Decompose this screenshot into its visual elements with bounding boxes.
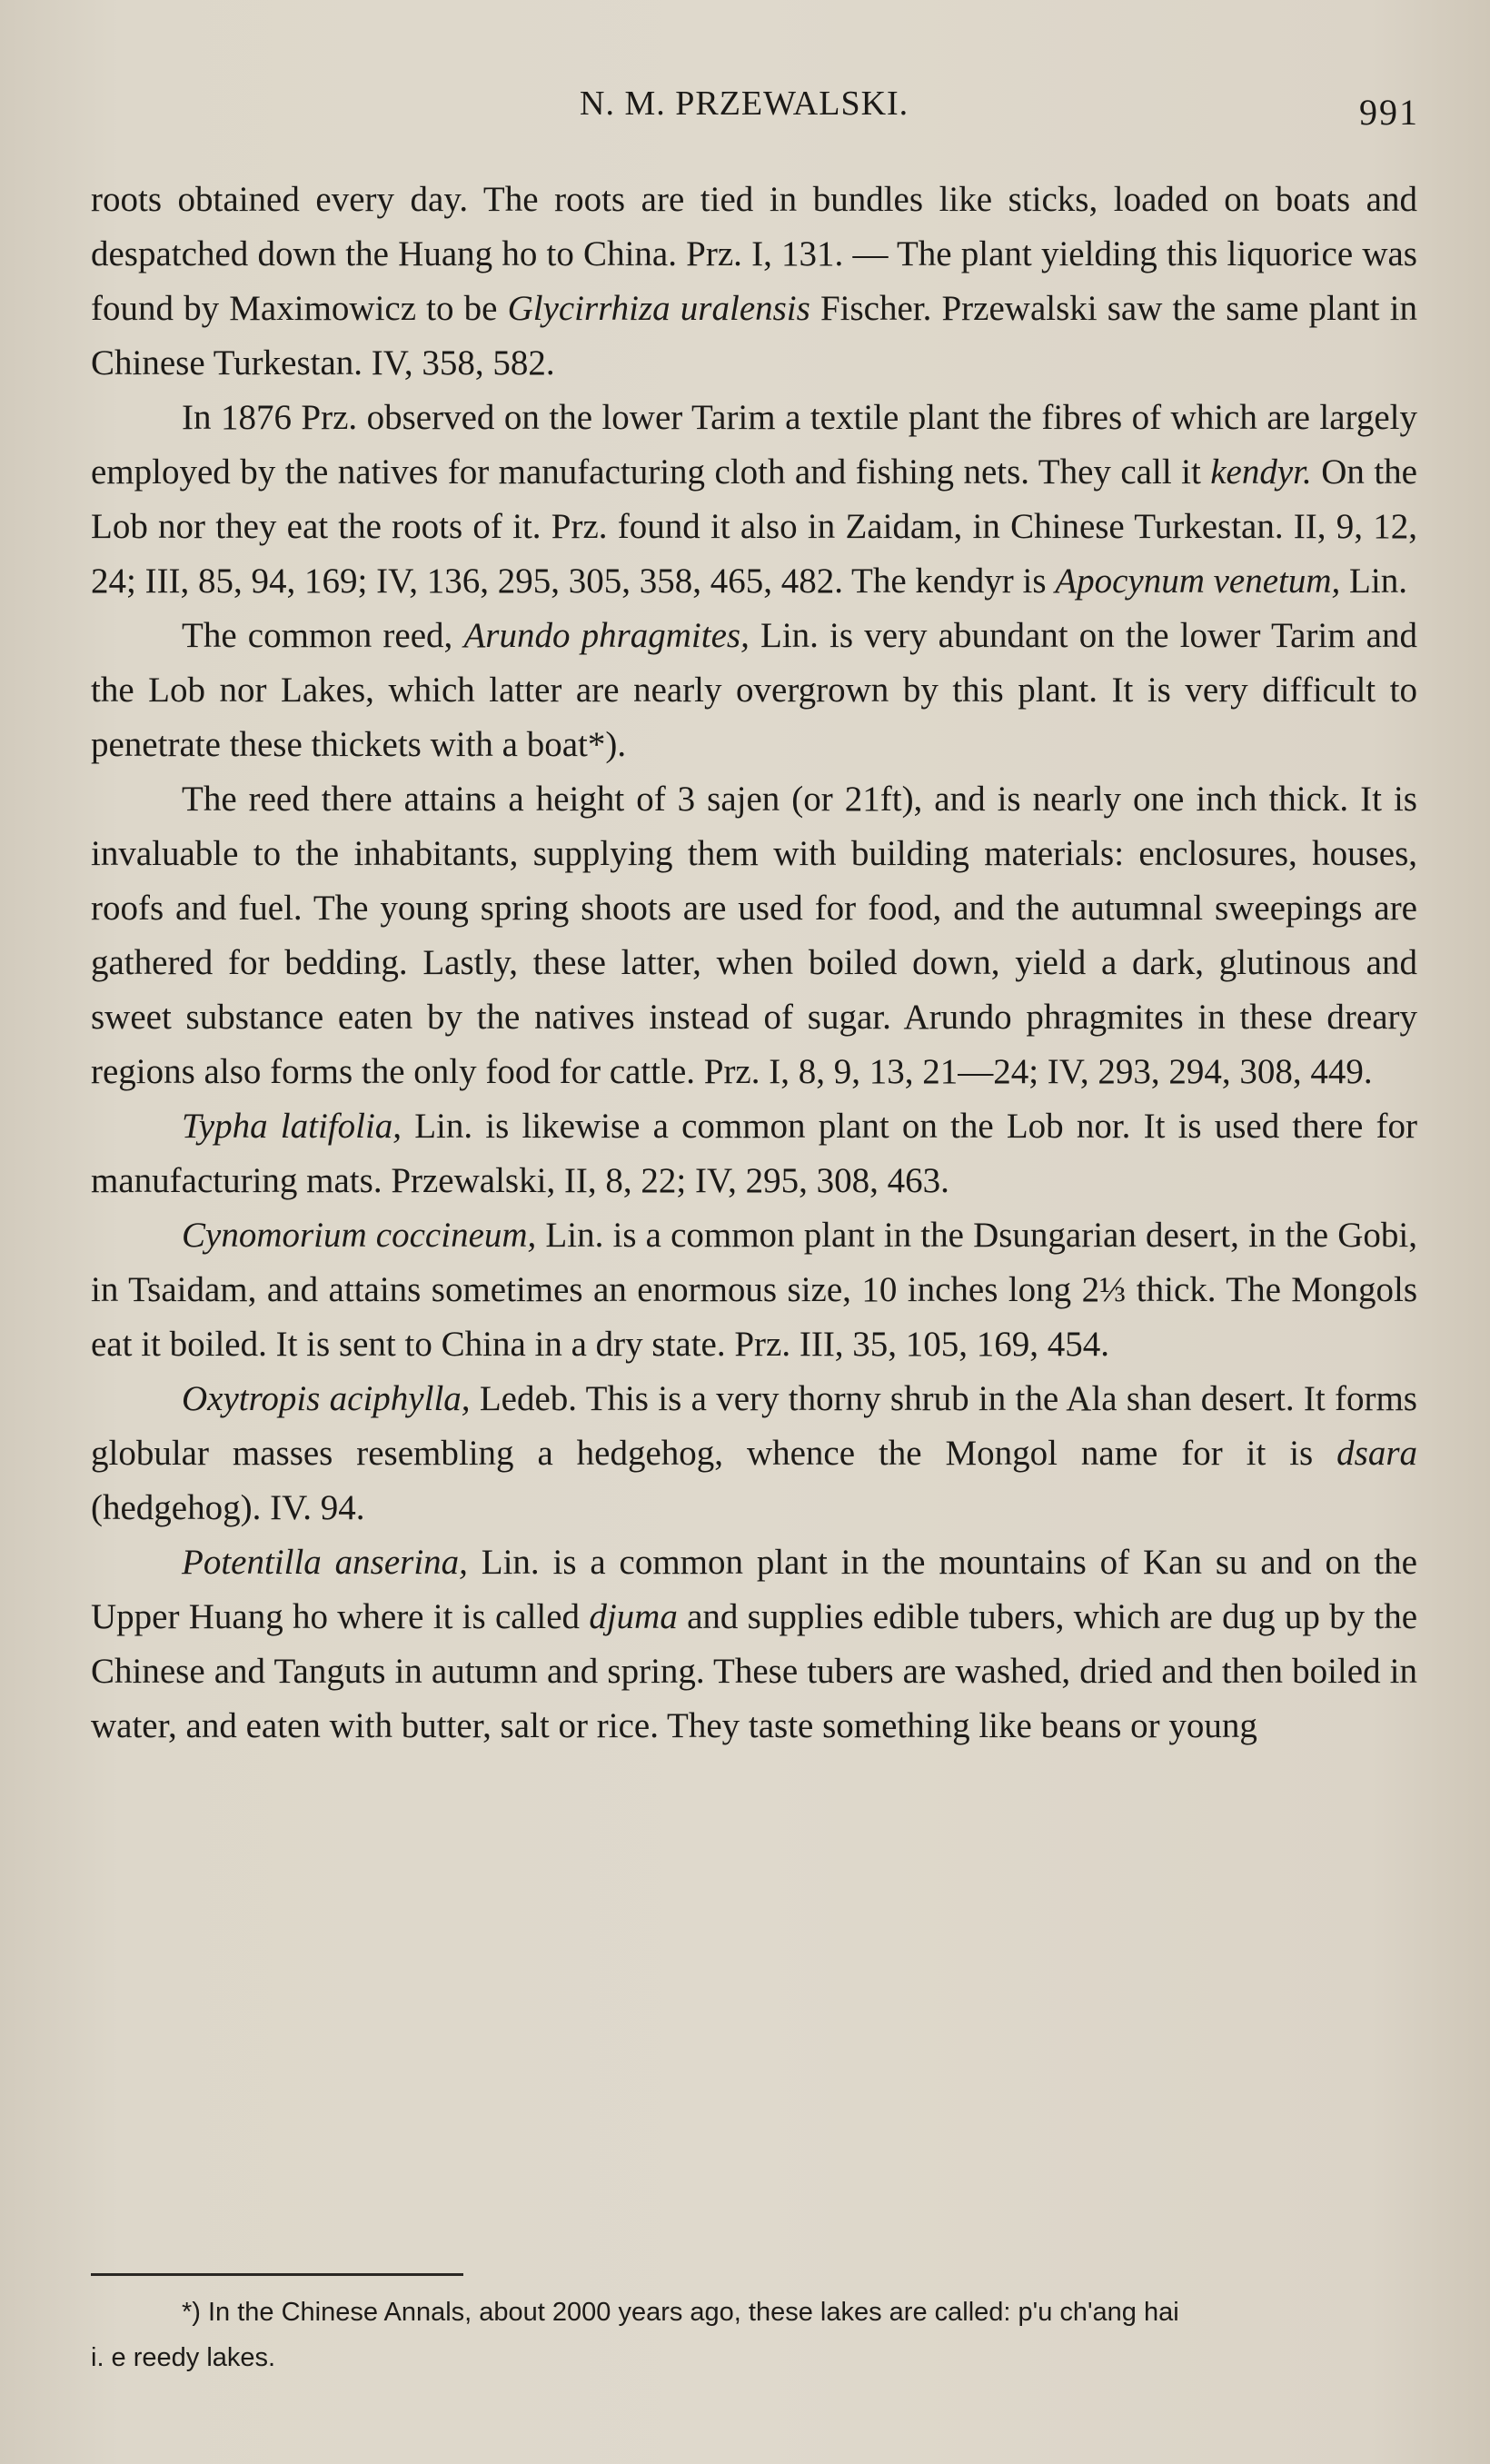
- italic-term: Oxytropis aciphylla,: [182, 1379, 471, 1418]
- page-number: 991: [1359, 92, 1419, 133]
- text-run: Fischer. Przewalski saw the same plant in Chinese Turkestan. IV, 358, 582.: [91, 289, 1417, 383]
- paragraph: [91, 391, 1417, 609]
- italic-term: Arundo phragmites,: [463, 616, 750, 655]
- page-header: [0, 84, 1490, 138]
- text-run: (hedgehog). IV. 94.: [91, 1488, 365, 1527]
- italic-term: Apocynum venetum,: [1055, 561, 1341, 601]
- text-run: Lin. is likewise a common plant on the Lob nor. It is used there for manufacturing mats. Przewalski, II, 8, 22; IV, 295, 308, 463.: [91, 1107, 1417, 1200]
- running-head: N. M. PRZEWALSKI.: [580, 84, 909, 123]
- text-run: and supplies edible tubers, which are dug up by the Chinese and Tanguts in autumn and spring. These tubers are washed, dried and then boiled in water, and eaten with butter, salt or rice. They taste something like beans or young: [91, 1597, 1417, 1745]
- footnote-line: i. e reedy lakes.: [91, 2343, 276, 2372]
- paragraph: [91, 173, 1417, 391]
- paragraph: [91, 1208, 1417, 1372]
- text-run: roots obtained every day. The roots are tied in bundles like sticks, loaded on boats and despatched down the Huang ho to China. Prz. I, 131. — The plant yielding this liquorice was found by Maximowicz to be: [91, 180, 1417, 328]
- text-run: Lin. is a common plant in the mountains of Kan su and on the Upper Huang ho where it is called: [91, 1543, 1417, 1636]
- footnote-line: *) In the Chinese Annals, about 2000 years ago, these lakes are called: p'u ch'ang hai: [182, 2298, 1179, 2327]
- italic-term: Potentilla anserina,: [182, 1543, 468, 1582]
- text-run: Lin.: [1340, 561, 1407, 601]
- text-run: The common reed,: [182, 616, 464, 655]
- paragraph: [91, 1535, 1417, 1754]
- text-run: Lin. is a common plant in the Dsungarian desert, in the Gobi, in Tsaidam, and attains sometimes an enormous size, 10 inches long 2⅓ thick. The Mongols eat it boiled. It is sent to China in a dry state. Prz. III, 35, 105, 169, 454.: [91, 1216, 1418, 1364]
- italic-term: Glycirrhiza uralensis: [507, 289, 810, 328]
- italic-term: dsara: [1336, 1434, 1417, 1473]
- text-run: Ledeb. This is a very thorny shrub in the Ala shan desert. It forms globular masses resembling a hedgehog, whence the Mongol name for it is: [91, 1379, 1417, 1473]
- text-run: The reed there attains a height of 3 sajen (or 21ft), and is nearly one inch thick. It is invaluable to the inhabitants, supplying them with building materials: enclosures, houses, roofs and fuel. The young spring shoots are used for food, and the autumnal sweepings are gathered for bedding. Lastly, these latter, when boiled down, yield a dark, glutinous and sweet substance eaten by the natives instead of sugar. Arundo phragmites in these dreary regions also forms the only food for cattle. Prz. I, 8, 9, 13, 21—24; IV, 293, 294, 308, 449.: [91, 780, 1417, 1091]
- text-run: Lin. is very abundant on the lower Tarim and the Lob nor Lakes, which latter are nearly overgrown by this plant. It is very difficult to penetrate these thickets with a boat*).: [91, 616, 1417, 764]
- italic-term: djuma: [589, 1597, 678, 1636]
- footnote-rule: [91, 2273, 463, 2276]
- footnote: [91, 2290, 1417, 2380]
- paragraph: [91, 609, 1417, 772]
- italic-term: Typha latifolia,: [182, 1107, 402, 1146]
- paragraph: [91, 1372, 1417, 1535]
- paragraph: [91, 1099, 1417, 1208]
- text-run: In 1876 Prz. observed on the lower Tarim a textile plant the fibres of which are largely employed by the natives for manufacturing cloth and fishing nets. They call it: [91, 398, 1417, 492]
- body-text: [91, 173, 1417, 1754]
- italic-term: kendyr.: [1210, 452, 1312, 492]
- italic-term: Cynomorium coccineum,: [182, 1216, 537, 1255]
- paragraph: [91, 772, 1417, 1099]
- text-run: On the Lob nor they eat the roots of it. Prz. found it also in Zaidam, in Chinese Turkestan. II, 9, 12, 24; III, 85, 94, 169; IV, 136, 295, 305, 358, 465, 482. The kendyr is: [91, 452, 1417, 601]
